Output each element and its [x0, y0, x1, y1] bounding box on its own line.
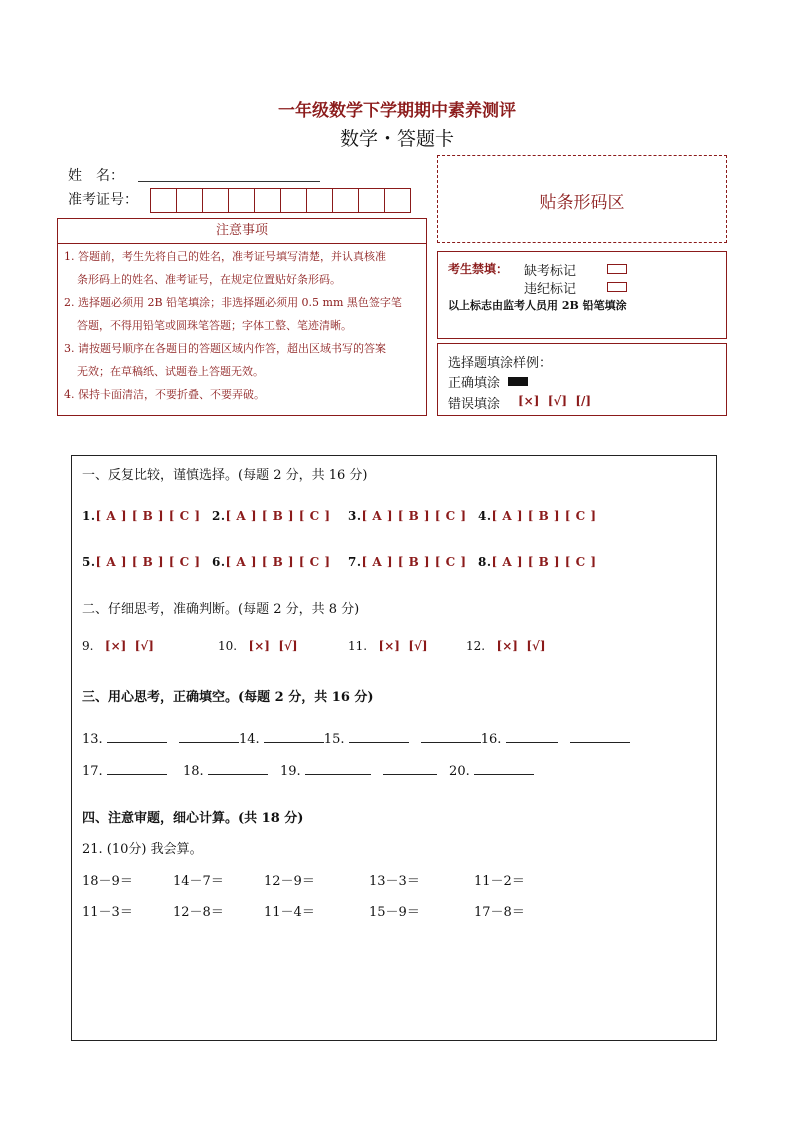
section2-title: 二、仔细思考，准确判断。(每题 2 分，共 8 分) — [82, 602, 360, 617]
mc-question[interactable] — [348, 509, 467, 523]
mc-options[interactable]: [ A ] [ B ] [ C ] — [361, 509, 467, 523]
name-field[interactable] — [138, 180, 320, 182]
notice-heading: 注意事项 — [58, 219, 426, 244]
notice-item: 2. 选择题必须用 2B 铅笔填涂；非选择题必须用 0.5 mm 黑色签字笔 — [64, 296, 402, 309]
fill-number: 20. — [449, 764, 470, 779]
notice-item: 无效；在草稿纸、试题卷上答题无效。 — [77, 365, 264, 378]
id-digit-box[interactable] — [150, 188, 177, 213]
forbidden-label: 考生禁填： — [448, 262, 509, 276]
fill-blank[interactable] — [349, 741, 409, 743]
tf-question[interactable] — [82, 639, 154, 653]
notice-item: 4. 保持卡面清洁，不要折叠、不要弄破。 — [64, 388, 265, 401]
id-digit-box[interactable] — [332, 188, 359, 213]
proctor-instruction: 以上标志由监考人员用 2B 铅笔填涂 — [448, 299, 627, 312]
notice-item: 答题，不得用铅笔或圆珠笔答题；字体工整、笔迹清晰。 — [77, 319, 352, 332]
mc-options[interactable]: [ A ] [ B ] [ C ] — [225, 555, 331, 569]
fill-blank[interactable] — [506, 741, 558, 743]
tf-question[interactable] — [466, 639, 546, 653]
fill-number: 13. — [82, 732, 103, 747]
id-digit-box[interactable] — [384, 188, 411, 213]
id-number-boxes[interactable] — [151, 188, 411, 212]
mc-options[interactable]: [ A ] [ B ] [ C ] — [95, 509, 201, 523]
mc-options[interactable]: [ A ] [ B ] [ C ] — [491, 509, 597, 523]
id-digit-box[interactable] — [254, 188, 281, 213]
id-digit-box[interactable] — [306, 188, 333, 213]
mc-options[interactable]: [ A ] [ B ] [ C ] — [361, 555, 467, 569]
correct-fill-sample — [508, 377, 528, 386]
fill-example-title: 选择题填涂样例： — [448, 356, 553, 371]
id-digit-box[interactable] — [280, 188, 307, 213]
calc-item[interactable]: 15－9＝ — [369, 905, 420, 920]
calc-item[interactable]: 18－9＝ — [82, 874, 133, 889]
id-digit-box[interactable] — [202, 188, 229, 213]
exam-title: 一年级数学下学期期中素养测评 — [278, 101, 516, 121]
calc-item[interactable]: 11－2＝ — [474, 874, 525, 889]
id-digit-box[interactable] — [358, 188, 385, 213]
barcode-area — [437, 155, 727, 243]
calc-item[interactable]: 12－9＝ — [264, 874, 315, 889]
notice-item: 1. 答题前，考生先将自己的姓名，准考证号填写清楚，并认真核准 — [64, 250, 386, 263]
mc-question[interactable] — [82, 555, 201, 569]
mc-question[interactable] — [212, 509, 331, 523]
tf-options[interactable]: [×] [√] — [248, 639, 298, 653]
fill-blank[interactable] — [107, 773, 167, 775]
tf-number: 12. — [466, 639, 486, 653]
tf-options[interactable]: [×] [√] — [496, 639, 546, 653]
mc-number: 1. — [82, 509, 96, 523]
wrong-fill-label: 错误填涂 — [448, 397, 501, 412]
fill-blank[interactable] — [208, 773, 268, 775]
wrong-fill-samples: [×] [√] [/] — [518, 394, 592, 408]
fill-example-box — [437, 343, 727, 416]
answer-area — [71, 455, 717, 1041]
fill-row-2 — [82, 764, 534, 779]
fill-number: 16. — [480, 732, 502, 747]
id-label: 准考证号： — [68, 192, 138, 208]
fill-blank[interactable] — [305, 773, 371, 775]
calc-item[interactable]: 12－8＝ — [173, 905, 224, 920]
tf-options[interactable]: [×] [√] — [104, 639, 154, 653]
tf-question[interactable] — [348, 639, 428, 653]
proctor-marks-box — [437, 251, 727, 339]
violation-label: 违纪标记 — [524, 282, 577, 297]
id-digit-box[interactable] — [228, 188, 255, 213]
fill-blank[interactable] — [421, 741, 481, 743]
mc-number: 2. — [212, 509, 226, 523]
mc-question[interactable] — [82, 509, 201, 523]
mc-options[interactable]: [ A ] [ B ] [ C ] — [491, 555, 597, 569]
tf-question[interactable] — [218, 639, 298, 653]
name-label: 姓 名： — [68, 168, 124, 184]
calc-item[interactable]: 11－4＝ — [264, 905, 315, 920]
fill-number: 15. — [323, 732, 345, 747]
fill-row-1 — [82, 732, 630, 747]
question-21-label: 21. (10分) 我会算。 — [82, 842, 203, 857]
fill-blank[interactable] — [474, 773, 534, 775]
mc-number: 6. — [212, 555, 226, 569]
fill-number: 19. — [279, 764, 301, 779]
tf-number: 11. — [348, 639, 368, 653]
tf-options[interactable]: [×] [√] — [378, 639, 428, 653]
fill-number: 18. — [182, 764, 204, 779]
fill-number: 14. — [238, 732, 260, 747]
notice-item: 条形码上的姓名、准考证号，在规定位置贴好条形码。 — [77, 273, 341, 286]
mc-number: 8. — [478, 555, 492, 569]
tf-number: 9. — [82, 639, 94, 653]
mc-options[interactable]: [ A ] [ B ] [ C ] — [95, 555, 201, 569]
barcode-label: 贴条形码区 — [539, 193, 625, 213]
calc-item[interactable]: 14－7＝ — [173, 874, 224, 889]
notice-item: 3. 请按题号顺序在各题目的答题区域内作答，超出区域书写的答案 — [64, 342, 386, 355]
fill-blank[interactable] — [264, 741, 324, 743]
section1-title: 一、反复比较，谨慎选择。(每题 2 分，共 16 分) — [82, 468, 368, 483]
section3-title: 三、用心思考，正确填空。(每题 2 分，共 16 分) — [82, 690, 374, 705]
mc-number: 7. — [348, 555, 362, 569]
violation-mark-box[interactable] — [607, 282, 627, 292]
fill-blank[interactable] — [383, 773, 437, 775]
absent-mark-box[interactable] — [607, 264, 627, 274]
mc-question[interactable] — [478, 555, 597, 569]
fill-blank[interactable] — [570, 741, 630, 743]
mc-number: 3. — [348, 509, 362, 523]
mc-question[interactable] — [478, 509, 597, 523]
mc-number: 5. — [82, 555, 96, 569]
absent-label: 缺考标记 — [524, 264, 577, 279]
fill-blank[interactable] — [179, 741, 239, 743]
notice-box — [57, 218, 427, 416]
mc-question[interactable] — [348, 555, 467, 569]
section4-title: 四、注意审题，细心计算。(共 18 分) — [82, 811, 304, 826]
fill-number: 17. — [82, 764, 103, 779]
tf-number: 10. — [218, 639, 238, 653]
correct-fill-label: 正确填涂 — [448, 376, 501, 391]
calc-item[interactable]: 17－8＝ — [474, 905, 525, 920]
id-digit-box[interactable] — [176, 188, 203, 213]
calc-item[interactable]: 13－3＝ — [369, 874, 420, 889]
mc-number: 4. — [478, 509, 492, 523]
mc-question[interactable] — [212, 555, 331, 569]
mc-options[interactable]: [ A ] [ B ] [ C ] — [225, 509, 331, 523]
fill-blank[interactable] — [107, 741, 167, 743]
card-subtitle: 数学・答题卡 — [339, 128, 454, 150]
calc-item[interactable]: 11－3＝ — [82, 905, 133, 920]
